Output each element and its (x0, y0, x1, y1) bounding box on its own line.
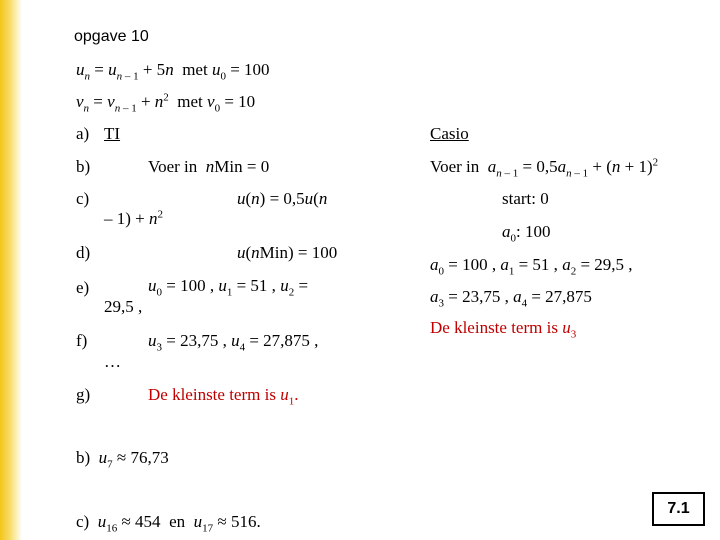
ti-f-line1: $u_3 = 23,75$ , $u_4 = 27,875$ , (148, 331, 319, 354)
ti-b-line: Voer in nMin = 0 (148, 157, 270, 176)
part-d-label: d) (76, 243, 91, 262)
part-f-label: f) (76, 331, 88, 350)
ti-c-line2: – $1) + n^2$ (104, 208, 163, 228)
part-c-label: c) (76, 189, 90, 208)
answer-b: b) $u_7 \approx 76,73$ (76, 448, 169, 471)
ti-g-result: De kleinste term is $u_1$. (148, 385, 299, 408)
part-e-label: e) (76, 278, 90, 297)
part-g-label: g) (76, 385, 91, 404)
ti-e-line1: $u_0 = 100$ , $u_1 = 51$ , $u_2$ = (148, 276, 309, 299)
ti-c-line1: u(n) = 0,5u(n (237, 189, 328, 208)
part-b-label: b) (76, 157, 91, 176)
casio-terms-1: $a_0 = 100$ , $a_1 = 51$ , $a_2 = 29,5$ , (430, 255, 633, 278)
recurrence-u: $u_n = u_{n - 1} + 5n$ met $u_0 = 100$ (76, 60, 270, 83)
recurrence-v: $v_n = v_{n - 1} + n^2$ met $v_0 = 10$ (76, 91, 256, 115)
ti-heading: TI (104, 124, 121, 143)
casio-heading: Casio (430, 124, 469, 143)
casio-start: start: 0 (502, 189, 549, 208)
left-accent-stripe (0, 0, 22, 540)
ti-f-line2: … (104, 352, 121, 371)
casio-terms-2: $a_3 = 23,75$ , $a_4 = 27,875$ (430, 287, 592, 310)
ti-d-line: u(nMin) = 100 (237, 243, 338, 262)
answer-c: c) $u_{16} \approx 454$ en $u_{17} \approx 516$. (76, 512, 261, 535)
part-a-label: a) (76, 124, 90, 143)
casio-result: De kleinste term is $u_3$ (430, 318, 577, 341)
casio-b-line: Voer in $a_{n - 1} = 0,5a_{n - 1} + (n + 1)^2$ (430, 156, 659, 180)
section-badge: 7.1 (652, 492, 705, 526)
ti-e-line2: 29,5 , (104, 297, 143, 316)
casio-a0: $a_0$: 100 (502, 222, 551, 245)
page-title: opgave 10 (74, 28, 149, 45)
